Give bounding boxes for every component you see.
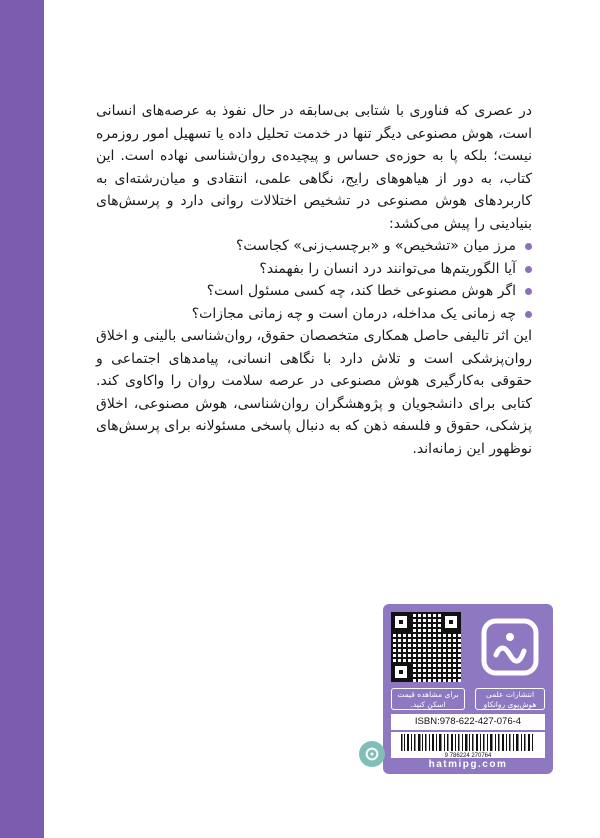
spine-strip <box>0 0 44 838</box>
question-item: اگر هوش مصنوعی خطا کند، چه کسی مسئول است؟ <box>96 280 532 303</box>
isbn-label: ISBN:978-622-427-076-4 <box>391 714 545 730</box>
publisher-logo-icon <box>475 612 545 682</box>
barcode-number: 9 786224 270764 <box>444 753 492 758</box>
bullet-icon <box>525 311 532 318</box>
barcode-icon <box>391 732 545 758</box>
bullet-icon <box>525 266 532 273</box>
publisher-panel <box>383 604 553 774</box>
publisher-name: انتشارات علمی هوش‌پوی روانکاو <box>475 688 545 710</box>
intro-paragraph: در عصری که فناوری با شتابی بی‌سابقه در حال نفوذ به عرصه‌های انسانی است، هوش مصنوعی دیگر تنها در خدمت تحلیل داده یا تسهیل امور روزمره نیست؛ بلکه پا به حوزه‌ی حساس و پیچیده‌ی روان‌شناسی نهاده است. این کتاب، به دور از هیاهوهای رایج، نگاهی علمی، انتقادی و میان‌رشته‌ای به کاربردهای هوش مصنوعی در تشخیص اختلالات روانی دارد و پرسش‌های بنیادینی را پیش می‌کشد: <box>96 103 532 232</box>
question-item: چه زمانی یک مداخله، درمان است و چه زمانی مجازات؟ <box>96 303 532 326</box>
closing-paragraph: این اثر تالیفی حاصل همکاری متخصصان حقوق، روان‌شناسی بالینی و اخلاق روان‌پزشکی است و تلاش دارد با نگاهی انسانی، پیامدهای اجتماعی و حقوقی به‌کارگیری هوش مصنوعی در عرصه سلامت روان را واکاوی کند. کتابی برای دانشجویان و پژوهشگران روان‌شناسی، هوش مصنوعی، اخلاق پزشکی، حقوق و فلسفه ذهن که به دنبال پاسخی مسئولانه برای پرسش‌های نوظهور این زمانه‌اند. <box>96 328 532 457</box>
question-item: آیا الگوریتم‌ها می‌توانند درد انسان را بفهمند؟ <box>96 258 532 281</box>
scan-price-note: برای مشاهده قیمت اسکن کنید. <box>391 688 465 710</box>
bullet-icon <box>525 243 532 250</box>
publisher-website[interactable]: hatmipg.com <box>428 759 508 770</box>
question-list <box>96 235 532 325</box>
bullet-icon <box>525 288 532 295</box>
back-cover-text <box>96 100 532 460</box>
circle-logo-icon <box>359 741 385 767</box>
question-item: مرز میان «تشخیص» و «برچسب‌زنی» کجاست؟ <box>96 235 532 258</box>
qr-code-icon[interactable] <box>391 612 461 682</box>
